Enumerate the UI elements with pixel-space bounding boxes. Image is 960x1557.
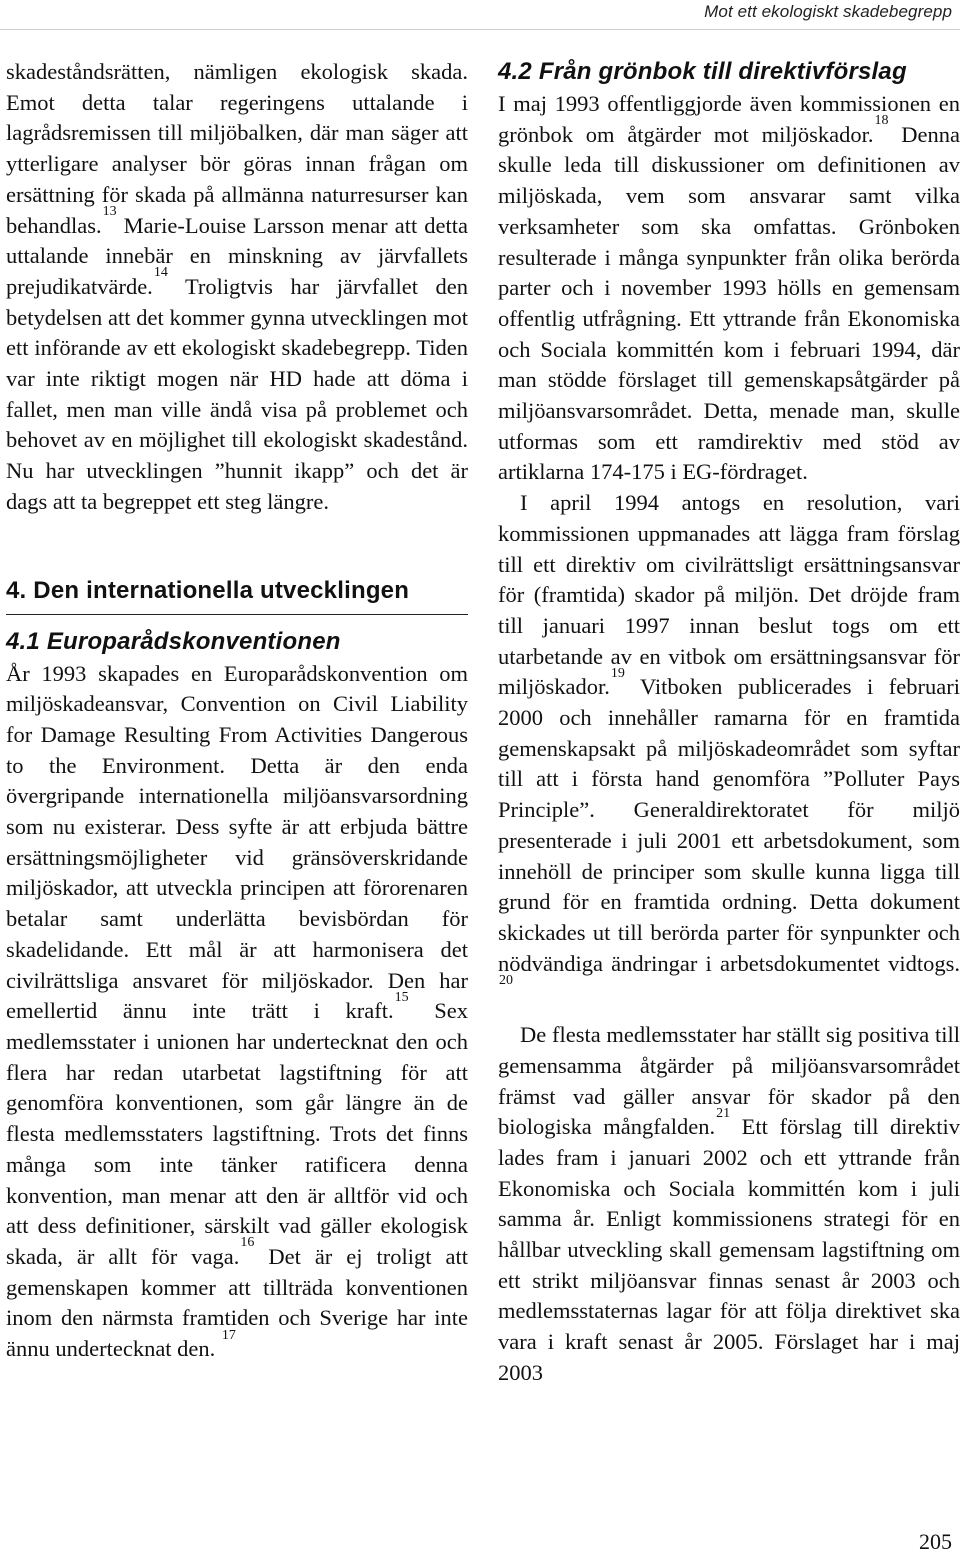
paragraph <box>498 89 960 488</box>
paragraph <box>6 659 468 1365</box>
header-rule <box>0 29 960 30</box>
section-heading: 4. Den internationella utvecklingen <box>6 576 468 615</box>
text: Marie-Louise Larsson menar att detta uttalande innebär en minskning av järvfallets prejudikatvärde. <box>6 212 468 299</box>
text: skadeståndsrätten, nämligen ekologisk skada. Emot detta talar regeringens uttalande i lagrådsremissen till miljöbalken, där man säger att ytterligare analyser bör göras innan frågan om ersättning för skada på allmänna naturresurser kan behandlas. <box>6 59 468 238</box>
page-number: 205 <box>919 1529 952 1554</box>
running-title: Mot ett ekologiskt skadebegrepp <box>704 2 952 21</box>
text: Denna skulle leda till diskussioner om definitionen av miljöskada, vem som ansvarar samt vilka verksamheter som ska omfattas. Grönboken resulterade i många synpunkter från olika berörda parter och i november 1993 hölls en gemensam offentlig utfrågning. Ett yttrande från Ekonomiska och Sociala kommittén kom i februari 1994, där man stödde förslaget till gemenskapsåtgärder på miljöansvarsområdet. Detta, menade man, skulle utformas som ett ramdirektiv med stöd av artiklarna 174-175 i EG-fördraget. <box>498 121 960 485</box>
paragraph-spacer <box>498 1010 960 1020</box>
text: År 1993 skapades en Europarådskonvention om miljöskadeansvar, Convention on Civil Liability for Damage Resulting From Activities Dangerous to the Environment. Detta är den enda övergripande internationella miljöansvarsordning som nu existerar. Dess syfte är att erbjuda bättre ersättningsmöjligheter vid gränsöverskridande miljöskador, att utveckla principen att förorenaren betalar samt underlätta bevisbördan för skadelidande. Ett mål är att harmonisera det civilrättsliga ansvaret för miljöskador. Den har emellertid ännu inte trätt i kraft. <box>6 660 468 1024</box>
footnote-ref[interactable]: 19 <box>610 665 625 681</box>
paragraph <box>498 488 960 1010</box>
paragraph <box>6 57 468 518</box>
text: I april 1994 antogs en resolution, vari kommissionen uppmanades att lägga fram förslag till ett direktiv om civilrättsligt ersättningsansvar för (framtida) skador på miljön. Det dröjde fram till januari 1997 innan beslut togs om ett utarbetande av en vitbok om ersättningsansvar för miljöskador. <box>498 490 960 700</box>
footnote-ref[interactable]: 21 <box>716 1105 731 1121</box>
footnote-ref[interactable]: 20 <box>499 972 513 988</box>
text: Troligtvis har järvfallet den betydelsen att det kommer gynna utvecklingen mot ett införande av ett ekologiskt skadebegrepp. Tiden var inte riktigt mogen när HD hade att döma i fallet, men man ville ändå visa på problemet och behovet av en möjlighet till ekologiskt skadestånd. Nu har utvecklingen ”hunnit ikapp” och det är dags att ta begreppet ett steg längre. <box>6 273 468 514</box>
right-column <box>498 57 960 1389</box>
subsection-heading: 4.2 Från grönbok till direktivförslag <box>498 58 907 85</box>
text: Sex medlemsstater i unionen har undertecknat den och flera har redan utarbetat lagstiftning för att genomföra konventionen, som går längre än de flesta medlemsstaters lagstiftning. Trots det finns många som inte tänker ratificera denna konvention, man menar att den är alltför vid och att dess definitioner, särskilt vad gäller ekologisk skada, är allt för vaga. <box>6 998 468 1269</box>
paragraph <box>498 1020 960 1388</box>
left-column <box>6 57 468 1365</box>
text: Ett förslag till direktiv lades fram i januari 2002 och ett yttrande från Ekonomiska och Sociala kommittén kom i juli samma år. Enligt kommissionens strategi för en hållbar utveckling skall gemensam lagstiftning om ett strikt miljöansvar finnas senast år 2003 och medlemsstaternas lagar för att följa direktivet ska vara i kraft senast år 2005. Förslaget har i maj 2003 <box>498 1114 960 1385</box>
footnote-ref[interactable]: 16 <box>240 1235 255 1251</box>
footnote-ref[interactable]: 17 <box>221 1327 236 1343</box>
text: I maj 1993 offentliggjorde även kommissionen en grönbok om åtgärder mot miljöskador. <box>498 91 960 147</box>
text: Det är ej troligt att gemenskapen kommer att tillträda konventionen inom den närmsta framtiden och Sverige har inte ännu undertecknat den. <box>6 1243 468 1362</box>
footnote-ref[interactable]: 13 <box>102 204 117 220</box>
footnote-ref[interactable]: 15 <box>394 989 409 1005</box>
subsection-heading: 4.1 Europarådskonventionen <box>6 627 341 655</box>
footnote-ref[interactable]: 14 <box>153 265 168 281</box>
footnote-ref[interactable]: 18 <box>874 113 889 129</box>
text: Vitboken publicerades i februari 2000 och innehåller ramarna för en framtida gemenskapsakt på miljöskadeområdet som syftar till att i första hand genomföra ”Polluter Pays Principle”. Generaldirektoratet för miljö presenterade i juli 2001 ett arbetsdokument, som innehöll de principer som skulle kunna ligga till grund för en framtida ordning. Detta dokument skickades ut till berörda parter för synpunkter och nödvändiga ändringar i arbetsdokumentet vidtogs. <box>498 674 960 976</box>
text: De flesta medlemsstater har ställt sig positiva till gemensamma åtgärder på miljöansvarsområdet främst vad gäller ansvar för skador på den biologiska mångfalden. <box>498 1022 960 1140</box>
